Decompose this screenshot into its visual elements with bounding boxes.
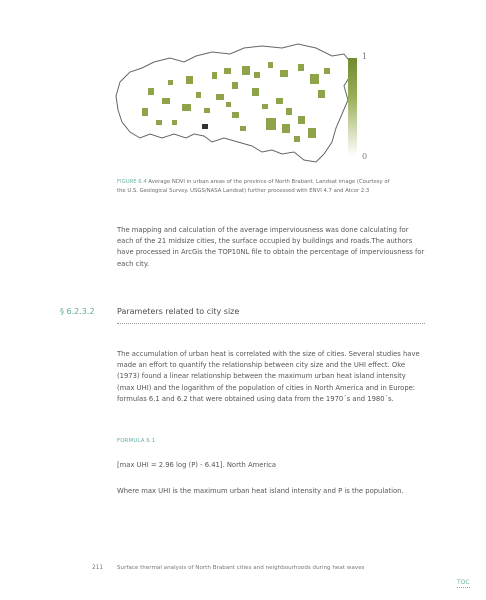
paragraph-imperviousness: The mapping and calculation of the average imperviousness was done calculating for each of the 21 midsize cities, the surface occupied by buildings and roads.The authors have processed in ArcGis the TOP10NL file to obtain the percentage of imperviousness for each city. (117, 226, 425, 268)
page-number: 211 (92, 565, 104, 571)
dark-urban-area (202, 124, 208, 129)
formula-label: FORMULA 6.1 (117, 438, 156, 444)
running-title: Surface thermal analysis of North Brabant cities and neighbourhoods during heat waves (117, 565, 365, 571)
section-divider (117, 323, 425, 324)
figure-label: FIGURE 6.4 (117, 179, 147, 185)
paragraph-city-size: The accumulation of urban heat is correlated with the size of cities. Several studies have made an effort to quantify the relationship between city size and the UHI effect. Oke (1973) found a linear relationship between the maximum urban heat island intensity (max UHI) and the logarithm of the population of cities in North America and in Europe: formulas 6.1 and 6.2 that were obtained using data from the 1970´s and 1980´s. (117, 350, 420, 403)
formula-explanation: Where max UHI is the maximum urban heat island intensity and P is the population. (117, 487, 404, 495)
legend-max-label: 1 (362, 52, 368, 61)
north-brabant-ndvi-map (112, 42, 382, 170)
figure-caption (117, 178, 397, 196)
legend-min-label: 0 (362, 152, 368, 161)
toc-link[interactable]: TOC (457, 579, 470, 586)
province-outline (116, 44, 352, 162)
ndvi-legend-bar (348, 58, 357, 156)
section-number: § 6.2.3.2 (60, 307, 95, 316)
figure-caption-text: Average NDVI in urban areas of the province of North Brabant. Landsat image (Courtesy of the U.S. Geological Survey. USGS/NASA Landsat) further processed with ENVI 4.7 and Atcor 2.3 (117, 179, 390, 195)
formula-expression: [max UHI = 2.96 log (P) - 6.41]. North America (117, 461, 277, 469)
section-title: Parameters related to city size (117, 307, 240, 316)
